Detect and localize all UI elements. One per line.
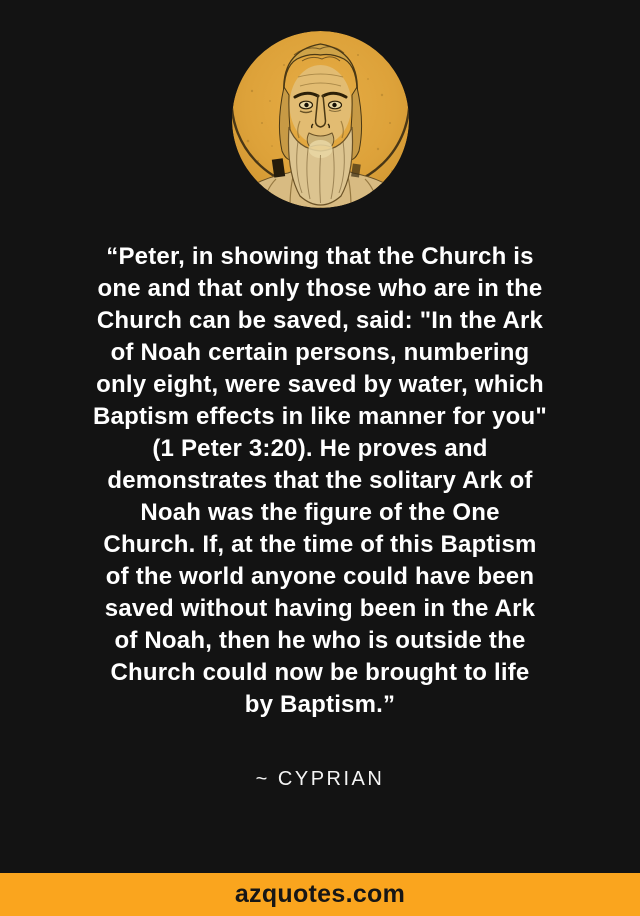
author-portrait bbox=[232, 31, 409, 208]
site-name: azquotes.com bbox=[234, 880, 406, 908]
footer-bar bbox=[0, 873, 640, 916]
cyprian-saint-portrait-icon bbox=[232, 31, 409, 208]
quote-text: “Peter, in showing that the Church is one and that only those who are in the Church can be saved, said: "In the Ark of Noah certain persons, numbering only eight, were saved by water, which Baptism effects in like manner for you" (1 Peter 3:20). He proves and demonstrates that the solitary Ark of Noah was the figure of the One Church. If, at the time of this Baptism of the world anyone could have been saved without having been in the Ark of Noah, then he who is outside the Church could now be brought to life by Baptism.” bbox=[93, 243, 547, 718]
author-attribution: ~ CYPRIAN bbox=[255, 768, 385, 790]
